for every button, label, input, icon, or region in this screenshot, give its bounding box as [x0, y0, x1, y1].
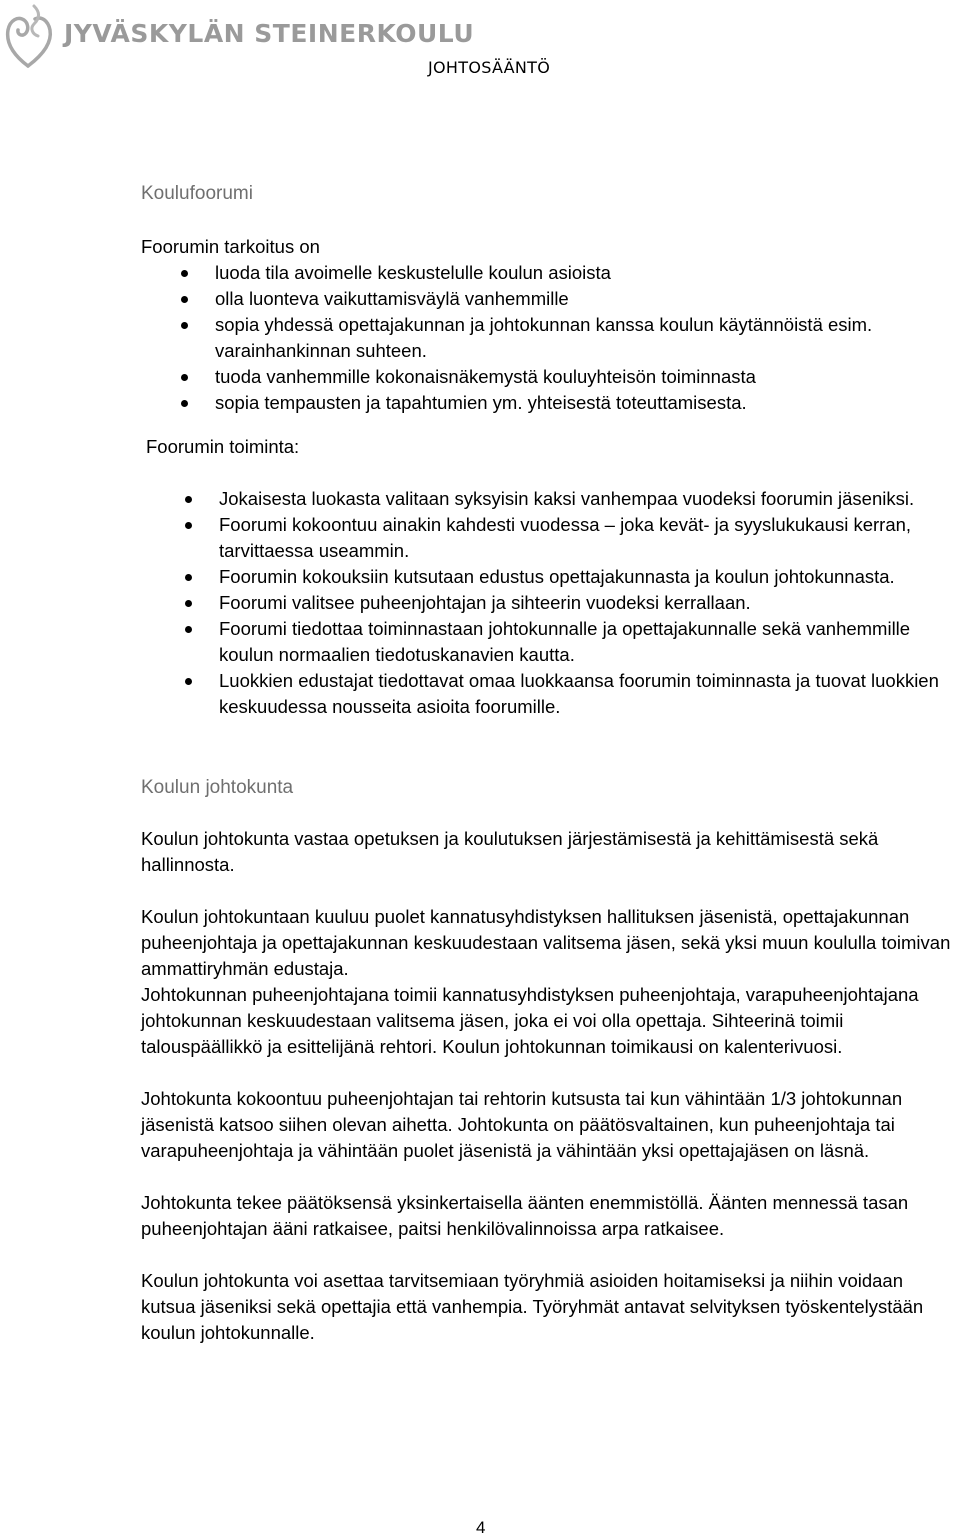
- activity-intro: Foorumin toiminta:: [146, 436, 300, 457]
- school-logo: [4, 2, 474, 70]
- bullet-icon: [185, 522, 192, 529]
- heart-swirl-logo-icon: [4, 2, 56, 70]
- list-item: luoda tila avoimelle keskustelulle koulun asioista: [141, 260, 960, 286]
- page-header: [0, 0, 960, 80]
- list-item: sopia yhdessä opettajakunnan ja johtokunnan kanssa koulun käytännöistä esim. varainhankinnan suhteen.: [141, 312, 960, 364]
- purpose-list: [141, 260, 960, 416]
- list-item: Jokaisesta luokasta valitaan syksyisin kaksi vanhempaa vuodeksi foorumin jäseniksi.: [141, 486, 960, 512]
- bullet-icon: [185, 574, 192, 581]
- bullet-icon: [185, 600, 192, 607]
- bullet-icon: [181, 400, 188, 407]
- list-item: Foorumi tiedottaa toiminnastaan johtokunnalle ja opettajakunnalle sekä vanhemmille koulun normaalien tiedotuskanavien kautta.: [141, 616, 960, 668]
- paragraph: Johtokunta tekee päätöksensä yksinkertaisella äänten enemmistöllä. Äänten mennessä tasan puheenjohtajan ääni ratkaisee, paitsi henkilövalinnoissa arpa ratkaisee.: [141, 1192, 909, 1239]
- paragraph: Koulun johtokunta voi asettaa tarvitsemiaan työryhmiä asioiden hoitamiseksi ja niihin voidaan kutsua jäseniksi sekä opettajia että vanhempia. Työryhmät antavat selvityksen työskentelystään koulun johtokunnalle.: [141, 1270, 924, 1343]
- bullet-icon: [181, 374, 188, 381]
- document-body: [141, 180, 960, 1346]
- bullet-icon: [185, 678, 192, 685]
- paragraph: Koulun johtokuntaan kuuluu puolet kannatusyhdistyksen hallituksen jäsenistä, opettajakunnan puheenjohtaja ja opettajakunnan keskuudestaan valitsema jäsen, sekä yksi muun koululla toimivan ammattiryhmän edustaja.: [141, 906, 951, 979]
- list-item: Foorumi kokoontuu ainakin kahdesti vuodessa – joka kevät- ja syyslukukausi kerran, tarvittaessa useammin.: [141, 512, 960, 564]
- paragraph: Johtokunta kokoontuu puheenjohtajan tai rehtorin kutsusta tai kun vähintään 1/3 johtokunnan jäsenistä katsoo siihen olevan aihetta. Johtokunta on päätösvaltainen, kun puheenjohtaja tai varapuheenjohtaja ja vähintään puolet jäsenistä ja vähintään yksi opettajajäsen on läsnä.: [141, 1088, 903, 1161]
- list-item: tuoda vanhemmille kokonaisnäkemystä kouluyhteisön toiminnasta: [141, 364, 960, 390]
- bullet-icon: [181, 322, 188, 329]
- bullet-icon: [185, 626, 192, 633]
- list-item: Foorumi valitsee puheenjohtajan ja sihteerin vuodeksi kerrallaan.: [141, 590, 960, 616]
- paragraph: Johtokunnan puheenjohtajana toimii kannatusyhdistyksen puheenjohtaja, varapuheenjohtajana johtokunnan keskuudestaan valitsema jäsen, joka ei voi olla opettaja. Sihteerinä toimii talouspäällikkö ja esittelijänä rehtori. Koulun johtokunnan toimikausi on kalenterivuosi.: [141, 984, 919, 1057]
- list-item: Foorumin kokouksiin kutsutaan edustus opettajakunnasta ja koulun johtokunnasta.: [141, 564, 960, 590]
- list-item: sopia tempausten ja tapahtumien ym. yhteisestä toteuttamisesta.: [141, 390, 960, 416]
- section-heading-koulufoorumi: Koulufoorumi: [141, 183, 253, 204]
- page-number: 4: [476, 1518, 486, 1537]
- logo-text: JYVÄSKYLÄN STEINERKOULU: [64, 18, 475, 48]
- document-title: JOHTOSÄÄNTÖ: [428, 58, 551, 77]
- bullet-icon: [181, 270, 188, 277]
- paragraph: Koulun johtokunta vastaa opetuksen ja koulutuksen järjestämisestä ja kehittämisestä sekä hallinnosta.: [141, 828, 879, 875]
- section-heading-johtokunta: Koulun johtokunta: [141, 777, 294, 798]
- list-item: Luokkien edustajat tiedottavat omaa luokkaansa foorumin toiminnasta ja tuovat luokkien keskuudessa nousseita asioita foorumille.: [141, 668, 960, 720]
- bullet-icon: [181, 296, 188, 303]
- bullet-icon: [185, 496, 192, 503]
- purpose-intro: Foorumin tarkoitus on: [141, 236, 320, 257]
- list-item: olla luonteva vaikuttamisväylä vanhemmille: [141, 286, 960, 312]
- activity-list: [141, 486, 960, 720]
